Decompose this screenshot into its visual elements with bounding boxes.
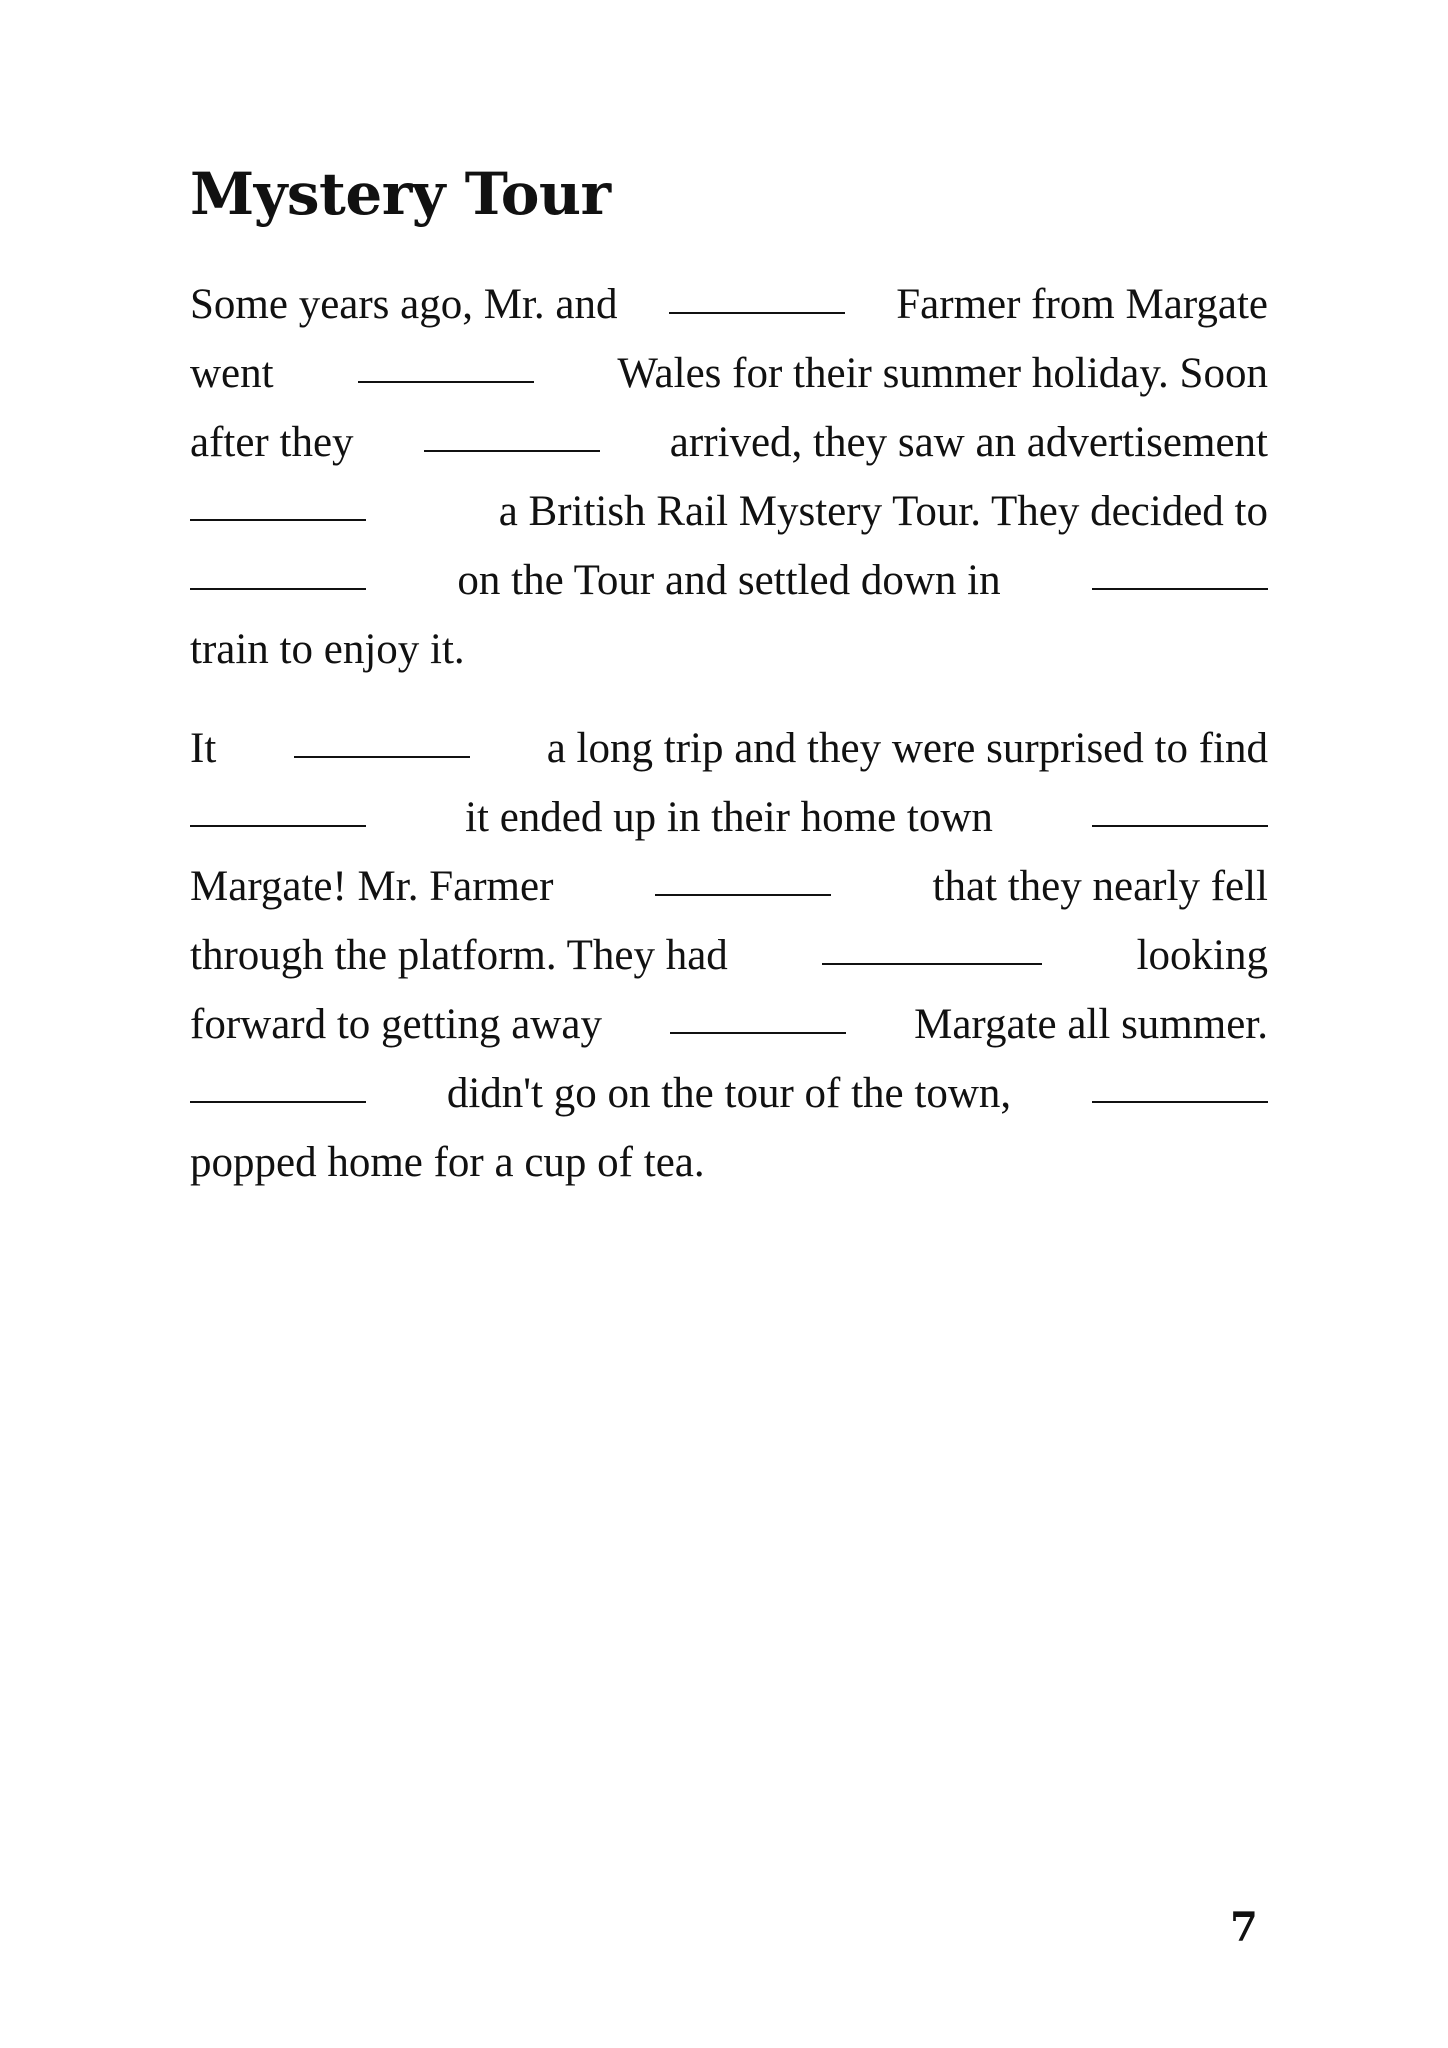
answer-blank[interactable] bbox=[294, 756, 470, 758]
answer-blank[interactable] bbox=[655, 894, 831, 896]
text-line bbox=[190, 990, 1268, 1059]
text-line bbox=[190, 921, 1268, 990]
text-fragment: a long trip and they were surprised to find bbox=[546, 725, 1268, 772]
text-fragment: went bbox=[190, 350, 274, 397]
text-fragment: Margate all summer. bbox=[914, 1001, 1268, 1048]
text-line bbox=[190, 852, 1268, 921]
answer-blank[interactable] bbox=[190, 519, 366, 521]
answer-blank[interactable] bbox=[822, 963, 1042, 965]
answer-blank[interactable] bbox=[1092, 588, 1268, 590]
text-fragment: through the platform. They had bbox=[190, 932, 728, 979]
text-line bbox=[190, 408, 1268, 477]
text-fragment: Wales for their summer holiday. Soon bbox=[617, 350, 1268, 397]
text-fragment: forward to getting away bbox=[190, 1001, 602, 1048]
text-fragment: popped home for a cup of tea. bbox=[190, 1139, 705, 1186]
text-line bbox=[190, 1128, 1268, 1197]
text-fragment: train to enjoy it. bbox=[190, 626, 465, 673]
text-line bbox=[190, 714, 1268, 783]
answer-blank[interactable] bbox=[1092, 825, 1268, 827]
page-title: Mystery Tour bbox=[190, 160, 611, 228]
answer-blank[interactable] bbox=[190, 1101, 366, 1103]
text-line bbox=[190, 615, 1268, 684]
text-fragment: arrived, they saw an advertisement bbox=[669, 419, 1268, 466]
text-line bbox=[190, 477, 1268, 546]
paragraph-2 bbox=[190, 714, 1268, 1197]
text-fragment: that they nearly fell bbox=[932, 863, 1268, 910]
answer-blank[interactable] bbox=[190, 825, 366, 827]
worksheet-page bbox=[190, 160, 1268, 1197]
text-fragment: Margate! Mr. Farmer bbox=[190, 863, 554, 910]
text-fragment: on the Tour and settled down in bbox=[457, 557, 1001, 604]
paragraph-1 bbox=[190, 270, 1268, 684]
text-line bbox=[190, 270, 1268, 339]
answer-blank[interactable] bbox=[670, 1032, 846, 1034]
text-line bbox=[190, 783, 1268, 852]
answer-blank[interactable] bbox=[669, 312, 845, 314]
text-fragment: Some years ago, Mr. and bbox=[190, 281, 618, 328]
text-fragment: Farmer from Margate bbox=[896, 281, 1268, 328]
page-number: 7 bbox=[1230, 1904, 1258, 1951]
text-fragment: It bbox=[190, 725, 217, 772]
text-fragment: a British Rail Mystery Tour. They decided to bbox=[498, 488, 1268, 535]
text-line bbox=[190, 1059, 1268, 1128]
text-fragment: didn't go on the tour of the town, bbox=[446, 1070, 1012, 1117]
text-line bbox=[190, 339, 1268, 408]
text-fragment: after they bbox=[190, 419, 354, 466]
answer-blank[interactable] bbox=[190, 588, 366, 590]
answer-blank[interactable] bbox=[424, 450, 600, 452]
text-fragment: it ended up in their home town bbox=[465, 794, 993, 841]
text-fragment: looking bbox=[1136, 932, 1268, 979]
answer-blank[interactable] bbox=[1092, 1101, 1268, 1103]
answer-blank[interactable] bbox=[358, 381, 534, 383]
text-line bbox=[190, 546, 1268, 615]
